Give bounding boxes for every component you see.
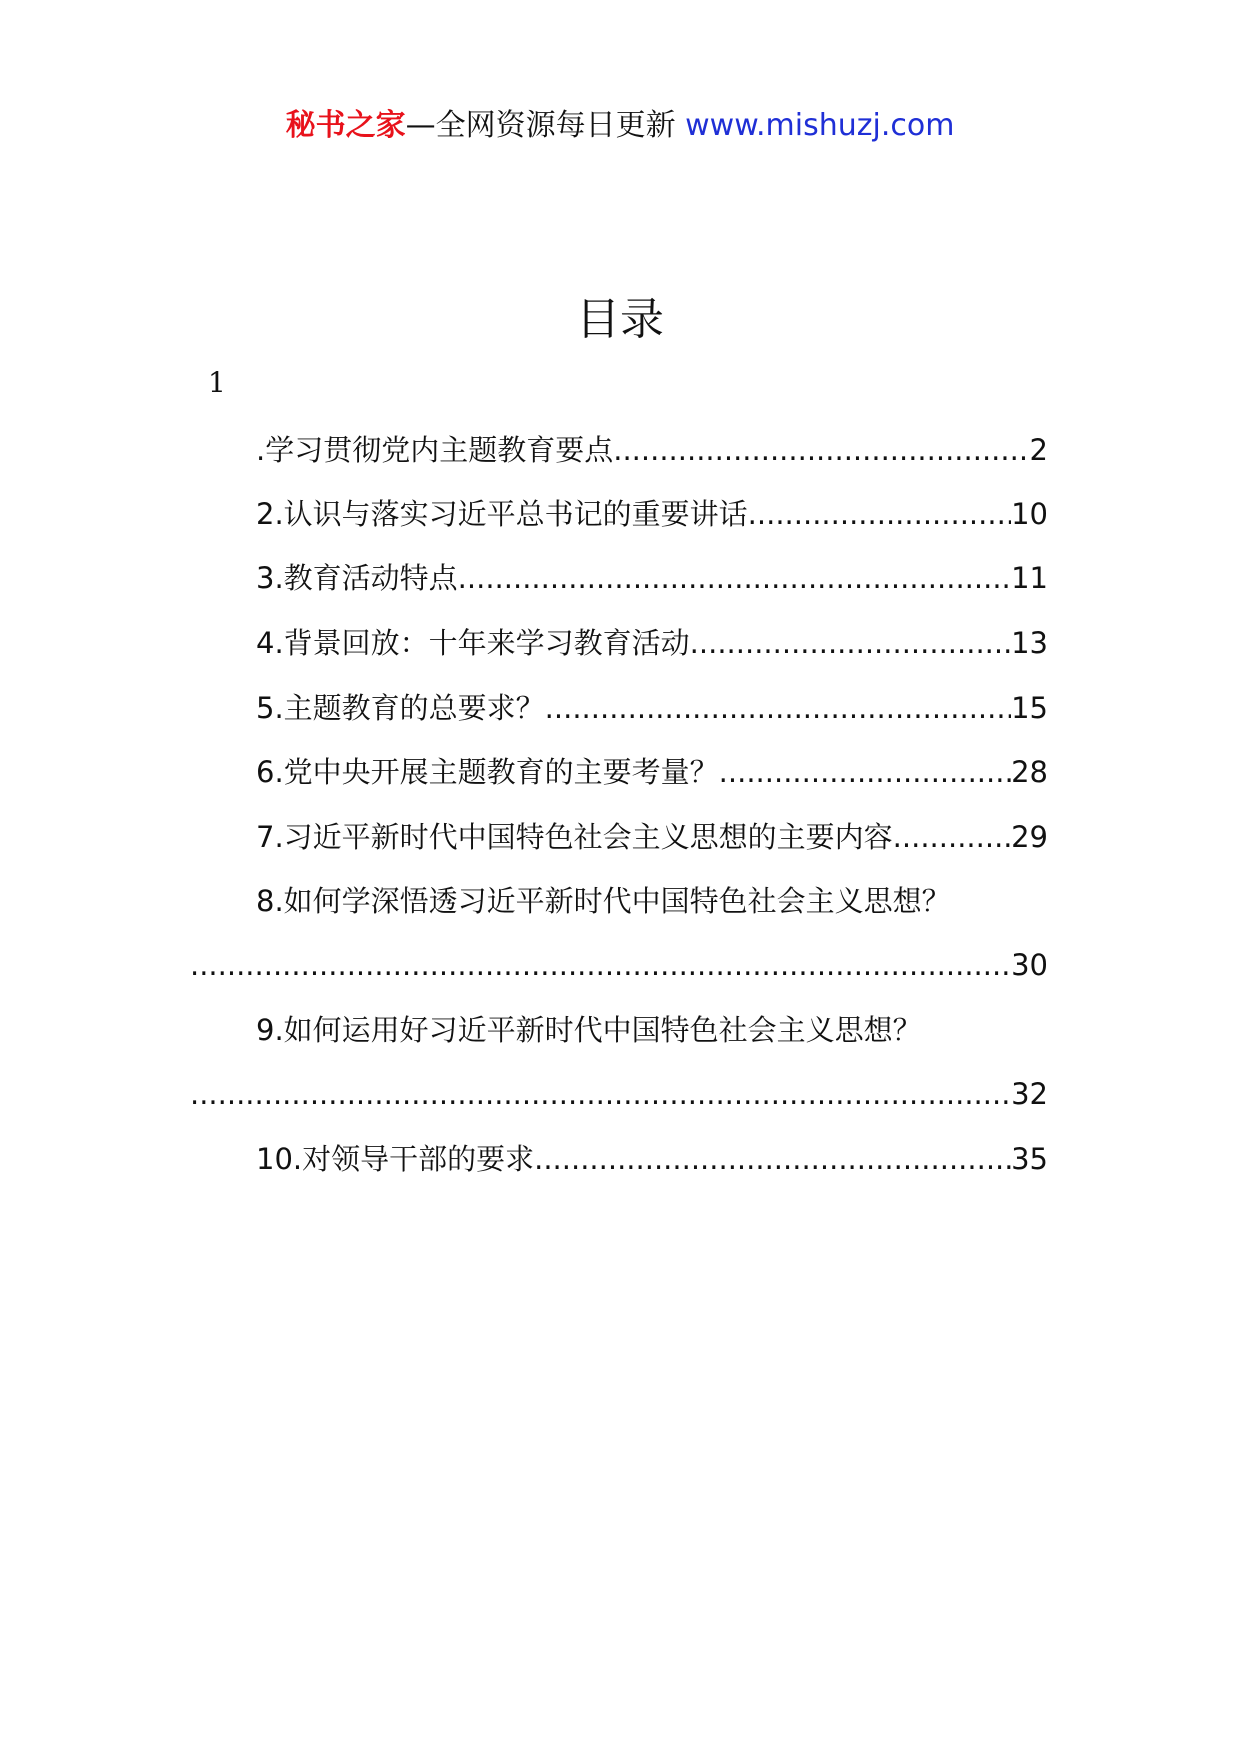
toc-leader-dots	[613, 428, 1029, 472]
toc-entry-text: 6.党中央开展主题教育的主要考量？	[256, 755, 719, 789]
toc-entry-page: 11	[1011, 561, 1048, 595]
toc-entry-text: 7.习近平新时代中国特色社会主义思想的主要内容	[256, 820, 893, 854]
toc-entry-page: 35	[1011, 1142, 1048, 1176]
toc-leader-dots	[748, 492, 1011, 536]
toc-entry-page: 15	[1011, 691, 1048, 725]
toc-leader-dots	[719, 750, 1011, 794]
toc-entry[interactable]	[256, 750, 1048, 794]
toc-leader-dots	[190, 943, 1011, 987]
toc-entry-text: .学习贯彻党内主题教育要点	[256, 433, 614, 467]
toc-entry[interactable]	[256, 621, 1048, 665]
toc-leader-dots	[534, 1137, 1011, 1181]
toc-entry-page: 30	[1011, 948, 1048, 982]
stray-page-number: 1	[208, 366, 226, 399]
toc-entry-continuation[interactable]	[190, 943, 1048, 987]
toc-entry-page: 13	[1011, 626, 1048, 660]
toc-entry-text[interactable]: 9.如何运用好习近平新时代中国特色社会主义思想？	[256, 1013, 922, 1047]
toc-entry-text: 5.主题教育的总要求？	[256, 691, 545, 725]
toc-entry-page: 2	[1029, 433, 1048, 467]
toc-entry-text: 4.背景回放：十年来学习教育活动	[256, 626, 690, 660]
toc-entry-page: 29	[1011, 820, 1048, 854]
toc-entry[interactable]	[256, 1137, 1048, 1181]
toc-entry-text: 2.认识与落实习近平总书记的重要讲话	[256, 497, 748, 531]
toc-leader-dots	[545, 686, 1011, 730]
toc-entry[interactable]	[256, 815, 1048, 859]
toc-title: 目录	[576, 294, 664, 345]
toc-leader-dots	[190, 1072, 1011, 1116]
toc-entry[interactable]	[256, 686, 1048, 730]
toc-entry-continuation[interactable]	[190, 1072, 1048, 1116]
header-tagline: —全网资源每日更新	[405, 108, 676, 143]
brand-name: 秘书之家	[285, 108, 406, 143]
toc-entry-text[interactable]: 8.如何学深悟透习近平新时代中国特色社会主义思想？	[256, 884, 951, 918]
toc-leader-dots	[690, 621, 1011, 665]
toc-entry-page: 10	[1011, 497, 1048, 531]
toc-entry-page: 32	[1011, 1077, 1048, 1111]
site-url-link[interactable]: www.mishuzj.com	[685, 108, 955, 143]
toc-leader-dots	[458, 556, 1011, 600]
toc-leader-dots	[893, 815, 1011, 859]
toc-entry-text: 3.教育活动特点	[256, 561, 458, 595]
toc-entry[interactable]	[256, 428, 1048, 472]
toc-entry[interactable]	[256, 492, 1048, 536]
toc-entry-page: 28	[1011, 755, 1048, 789]
toc-entry-text: 10.对领导干部的要求	[256, 1142, 535, 1176]
toc-entry[interactable]	[256, 556, 1048, 600]
